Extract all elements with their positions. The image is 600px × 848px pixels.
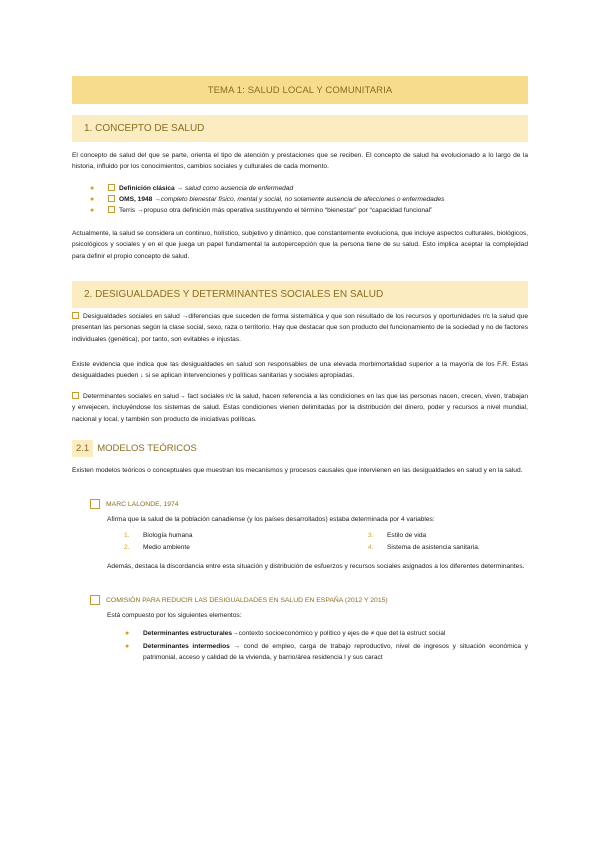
list-item xyxy=(124,530,368,542)
bullet-list xyxy=(90,183,528,217)
list-item xyxy=(368,530,518,542)
bullet-icon: ● xyxy=(125,643,130,651)
item-number: 3. xyxy=(368,532,374,539)
paragraph: Además, destaca la discordancia entre esta situación y distribución de esfuerzos y recursos sociales asignados a los diferentes determinantes. xyxy=(107,563,525,570)
bullet-label: Determinantes intermedios → xyxy=(143,643,240,651)
bullet-label: OMS, 1948 → xyxy=(119,196,161,204)
checkbox-icon xyxy=(90,595,100,605)
paragraph-text: Desigualdades sociales en salud →diferencias que suceden de forma sistemática y que son resultado de los recursos y oportunidades r/c la salud que presentan las personas según la clase social, sexo, raza o territorio. Hay que destacar que son producto del funcionamiento de la sociedad y no de factores individuales (genética), por tanto, son evitables e injustas. xyxy=(72,313,528,343)
bullet-list xyxy=(125,628,528,664)
list-item xyxy=(90,183,528,194)
paragraph: El concepto de salud del que se parte, orienta el tipo de atención y prestaciones que se reciben. El concepto de salud ha evolucionado a lo largo de la historia, influido por los conocimientos, cambios sociales y culturales de cada momento. xyxy=(72,152,528,171)
page-title: TEMA 1: SALUD LOCAL Y COMUNITARIA xyxy=(72,76,528,104)
checkbox-icon xyxy=(108,195,115,202)
bullet-icon: ● xyxy=(90,185,95,192)
bullet-icon: ● xyxy=(90,196,95,204)
list-row xyxy=(124,530,524,542)
bullet-icon: ● xyxy=(90,207,95,215)
item-label: Estilo de vida xyxy=(387,532,427,539)
checkbox-icon xyxy=(72,312,79,319)
list-item xyxy=(368,542,518,554)
subsection-heading xyxy=(72,440,197,457)
item-number: 4. xyxy=(368,544,374,551)
checkbox-icon xyxy=(108,184,115,191)
list-item xyxy=(90,205,528,216)
list-item xyxy=(125,641,528,663)
bullet-text: contexto socioeconómico y político y ejes de ≠ que det la estruct social xyxy=(238,630,446,637)
bullet-icon: ● xyxy=(125,630,130,637)
paragraph-text: Determinantes sociales en salud→ fact sociales r/c la salud, hacen referencia a las condiciones en las que las personas nacen, crecen, viven, trabajan y envejecen, incluyéndose los sistemas de salud. Estas condiciones vienen delimitadas por la distribución del dinero, poder y recursos a nivel mundial, nacional y local, y también son producto de iniciativas políticas. xyxy=(72,393,528,423)
list-item xyxy=(90,194,528,205)
paragraph xyxy=(72,391,528,425)
bullet-label: Determinantes estructurales→ xyxy=(143,630,239,637)
checkbox-icon xyxy=(108,206,115,213)
bullet-label: Definición clásica → xyxy=(119,185,184,192)
paragraph: Afirma que la salud de la población canadiense (y los países desarrollados) estaba determinada por 4 variables: xyxy=(107,516,435,523)
item-label: Biología humana xyxy=(143,532,193,539)
bullet-text: completo bienestar físico, mental y social, no solamente ausencia de afecciones o enfermedades xyxy=(160,196,445,204)
list-item xyxy=(124,542,368,554)
section-heading-concepto: 1. CONCEPTO DE SALUD xyxy=(72,115,528,142)
bullet-label: Terris → xyxy=(119,207,144,215)
checkbox-icon xyxy=(72,392,79,399)
paragraph: Está compuesto por los siguientes elementos: xyxy=(107,612,242,619)
bullet-text: propuso otra definición más operativa sustituyendo el término “bienestar” por “capacidad funcional” xyxy=(143,207,433,215)
heading-text: COMISIÓN PARA REDUCIR LAS DESIGUALDADES EN SALUD EN ESPAÑA (2012 Y 2015) xyxy=(106,596,388,604)
list-item xyxy=(125,628,528,639)
checkbox-icon xyxy=(90,499,100,509)
variables-list xyxy=(124,530,524,554)
section-heading-desigualdades: 2. DESIGUALDADES Y DETERMINANTES SOCIALES EN SALUD xyxy=(72,281,528,308)
item-number: 1. xyxy=(124,532,130,539)
bullet-text: salud como ausencia de enfermedad xyxy=(184,185,294,192)
subsection-title: MODELOS TEÓRICOS xyxy=(97,443,197,454)
comision-heading xyxy=(90,595,388,605)
item-number: 2. xyxy=(124,544,130,551)
subsection-number: 2.1 xyxy=(72,440,93,457)
heading-text: MARC LALONDE, 1974 xyxy=(106,500,179,508)
paragraph xyxy=(72,311,528,345)
paragraph: Existe evidencia que indica que las desigualdades en salud son responsables de una elevada morbimortalidad superior a la mayoría de los F.R. Estas desigualdades pueden ↓ si se aplican intervenciones y políticas sanitarias y sociales apropiadas. xyxy=(72,361,528,380)
paragraph: Actualmente, la salud se considera un continuo, holístico, subjetivo y dinámico, que constantemente evoluciona, que incluye aspectos culturales, biológicos, psicológicos y sociales y en el que juega un papel fundamental la autopercepción que la persona tiene de su salud. Esto implica aceptar la complejidad para definir el propio concepto de salud. xyxy=(72,230,528,260)
item-label: Medio ambiente xyxy=(143,544,190,551)
bullet-text: cond de empleo, carga de trabajo reproductivo, nivel de ingresos y situación económica y patrimonial, acceso y calidad de la vivienda, y barrio/área residencia l y sus caract xyxy=(143,643,528,662)
item-label: Sistema de asistencia sanitaria. xyxy=(387,544,480,551)
list-row xyxy=(124,542,524,554)
paragraph: Existen modelos teóricos o conceptuales que muestran los mecanismos y procesos causales que intervienen en las desigualdades en salud y en la salud. xyxy=(72,467,523,474)
lalonde-heading xyxy=(90,499,179,509)
